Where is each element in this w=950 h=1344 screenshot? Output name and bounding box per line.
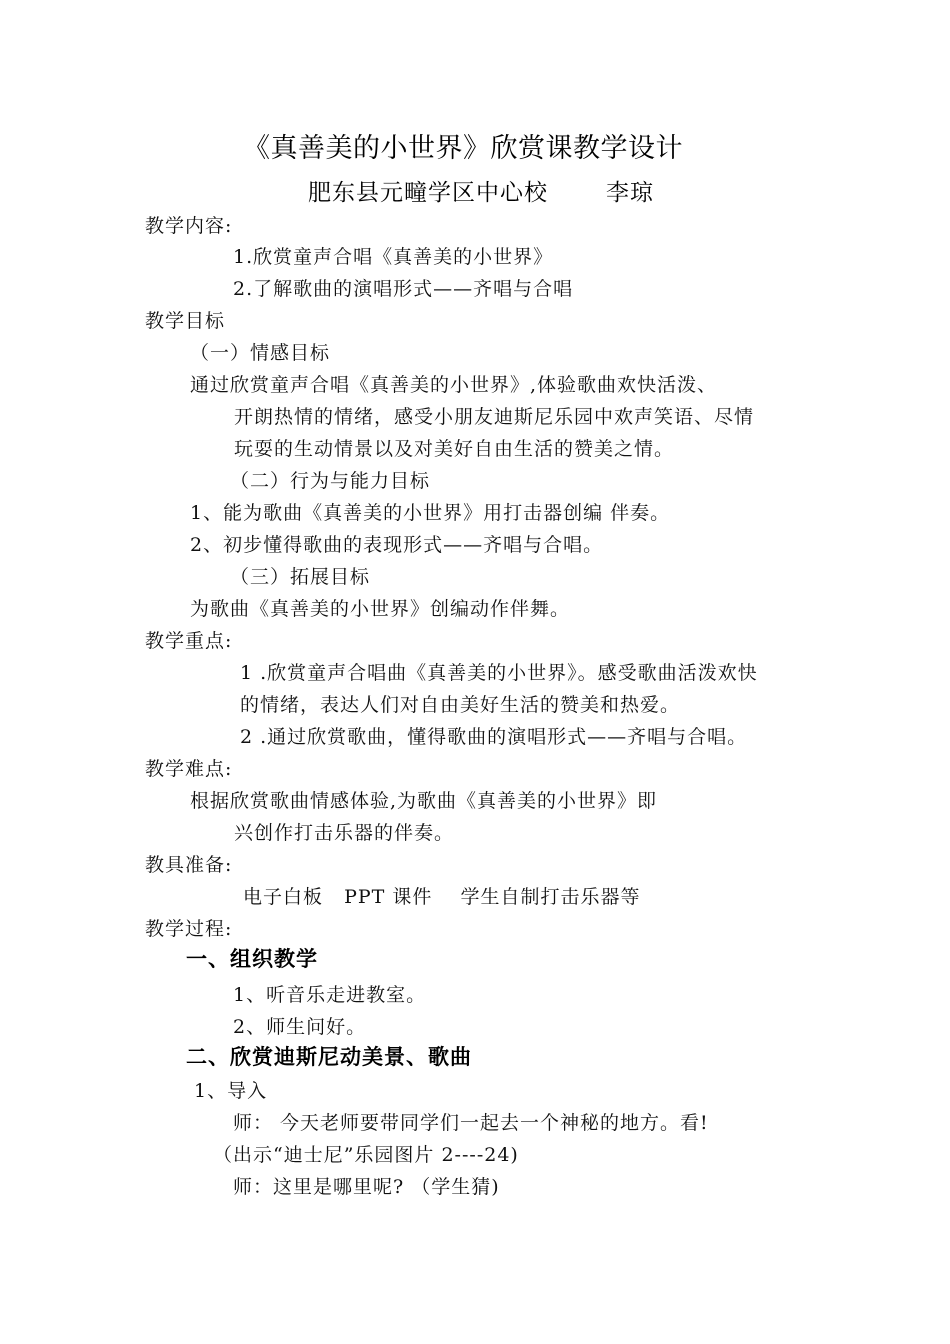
school-name: 肥东县元疃学区中心校 bbox=[308, 180, 548, 206]
section2-heading: 二、欣赏迪斯尼动美景、歌曲 bbox=[186, 1045, 472, 1069]
section2-line: 师：这里是哪里呢? （学生猜) bbox=[233, 1176, 500, 1198]
document-subtitle bbox=[308, 178, 654, 208]
goal1-line: 开朗热情的情绪，感受小朋友迪斯尼乐园中欢声笑语、尽情 bbox=[234, 406, 755, 428]
goal3-label: （三）拓展目标 bbox=[230, 566, 371, 588]
goals-label: 教学目标 bbox=[145, 310, 226, 332]
section2-line: 师： 今天老师要带同学们一起去一个神秘的地方。看! bbox=[233, 1112, 709, 1134]
key-line: 的情绪，表达人们对自由美好生活的赞美和热爱。 bbox=[240, 694, 681, 716]
author-name: 李琼 bbox=[606, 180, 654, 206]
section2-line: （出示“迪士尼”乐园图片 2----24) bbox=[213, 1144, 519, 1166]
section1-heading: 一、组织教学 bbox=[186, 947, 318, 971]
content-label: 教学内容: bbox=[145, 215, 233, 237]
goal1-label: （一）情感目标 bbox=[190, 342, 331, 364]
process-label: 教学过程: bbox=[145, 918, 233, 940]
difficulty-label: 教学难点: bbox=[145, 758, 233, 780]
goal3-text: 为歌曲《真善美的小世界》创编动作伴舞。 bbox=[190, 598, 571, 620]
section1-item: 1、听音乐走进教室。 bbox=[233, 984, 427, 1006]
key-label: 教学重点: bbox=[145, 630, 233, 652]
document-title: 《真善美的小世界》欣赏课教学设计 bbox=[243, 133, 683, 164]
goal2-item: 2、初步懂得歌曲的表现形式——齐唱与合唱。 bbox=[190, 534, 604, 556]
goal1-line: 通过欣赏童声合唱《真善美的小世界》,体验歌曲欢快活泼、 bbox=[190, 374, 718, 396]
content-item: 2.了解歌曲的演唱形式——齐唱与合唱 bbox=[233, 278, 574, 300]
difficulty-line: 兴创作打击乐器的伴奏。 bbox=[234, 822, 455, 844]
difficulty-line: 根据欣赏歌曲情感体验,为歌曲《真善美的小世界》即 bbox=[190, 790, 658, 812]
key-line: 1 .欣赏童声合唱曲《真善美的小世界》。感受歌曲活泼欢快 bbox=[240, 662, 758, 684]
key-line: 2 .通过欣赏歌曲，懂得歌曲的演唱形式——齐唱与合唱。 bbox=[240, 726, 748, 748]
tools-text: 电子白板 PPT 课件 学生自制打击乐器等 bbox=[243, 886, 641, 908]
goal2-label: （二）行为与能力目标 bbox=[230, 470, 431, 492]
tools-label: 教具准备: bbox=[145, 854, 233, 876]
content-item: 1.欣赏童声合唱《真善美的小世界》 bbox=[233, 246, 554, 268]
section2-subheading: 1、导入 bbox=[194, 1080, 268, 1102]
goal1-line: 玩耍的生动情景以及对美好自由生活的赞美之情。 bbox=[234, 438, 675, 460]
goal2-item: 1、能为歌曲《真善美的小世界》用打击器创编 伴奏。 bbox=[190, 502, 671, 524]
section1-item: 2、师生问好。 bbox=[233, 1016, 367, 1038]
